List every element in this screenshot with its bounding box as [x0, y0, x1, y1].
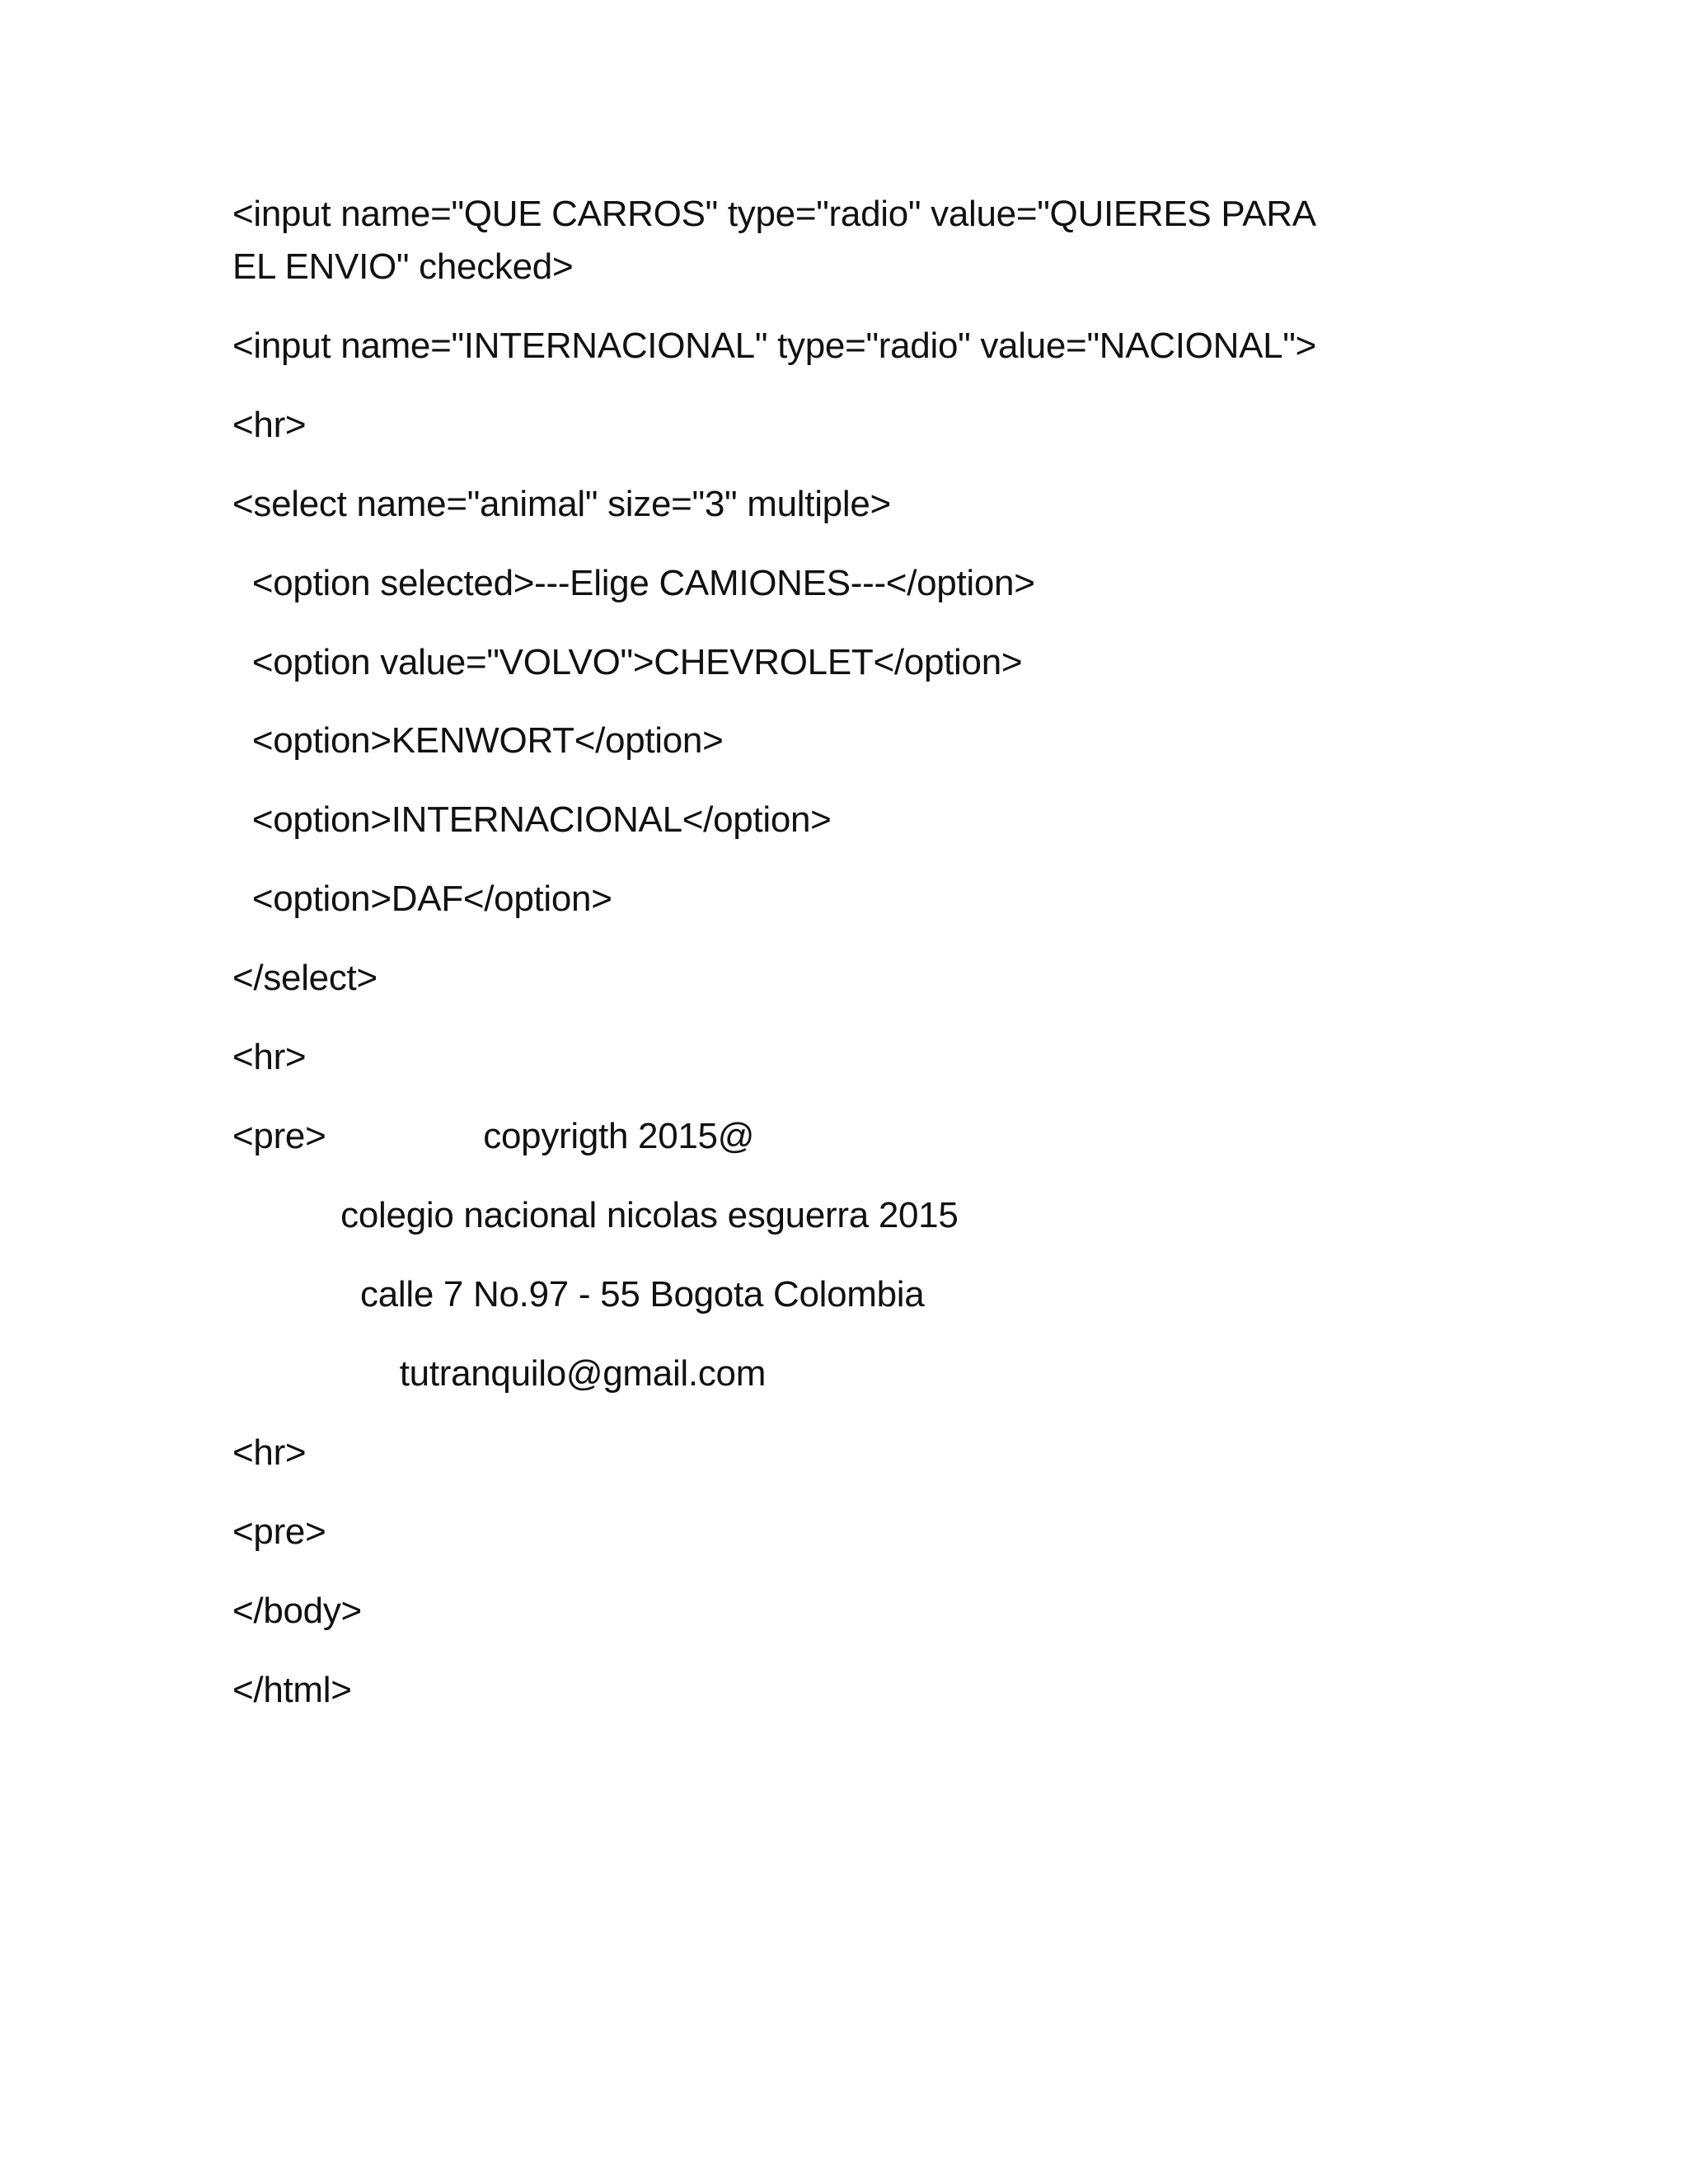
code-line-pre-copyright: <pre> copyrigth 2015@ [232, 1116, 755, 1156]
code-line-body-close: </body> [232, 1591, 362, 1631]
code-line-option-chevrolet: <option value="VOLVO">CHEVROLET</option> [232, 642, 1023, 682]
code-line-input-internacional: <input name="INTERNACIONAL" type="radio" value="NACIONAL"> [232, 326, 1317, 366]
code-line-colegio: colegio nacional nicolas esguerra 2015 [232, 1195, 959, 1235]
code-line-hr: <hr> [232, 405, 307, 445]
code-line-email: tutranquilo@gmail.com [232, 1353, 767, 1394]
code-line-pre: <pre> [232, 1511, 326, 1552]
code-line-hr: <hr> [232, 1037, 307, 1077]
code-line-address: calle 7 No.97 - 55 Bogota Colombia [232, 1274, 925, 1315]
code-line-select-open: <select name="animal" size="3" multiple> [232, 484, 891, 524]
code-line-option-selected: <option selected>---Elige CAMIONES---</option> [232, 563, 1035, 603]
code-line-html-close: </html> [232, 1670, 352, 1710]
code-line-input-que-carros: <input name="QUE CARROS" type="radio" value="QUIERES PARA [232, 194, 1316, 234]
code-line-option-kenwort: <option>KENWORT</option> [232, 720, 724, 761]
code-line-hr: <hr> [232, 1432, 307, 1473]
code-line-option-internacional: <option>INTERNACIONAL</option> [232, 799, 832, 840]
code-line-input-que-carros-cont: EL ENVIO" checked> [232, 246, 574, 287]
code-line-select-close: </select> [232, 958, 377, 998]
code-line-option-daf: <option>DAF</option> [232, 879, 612, 919]
